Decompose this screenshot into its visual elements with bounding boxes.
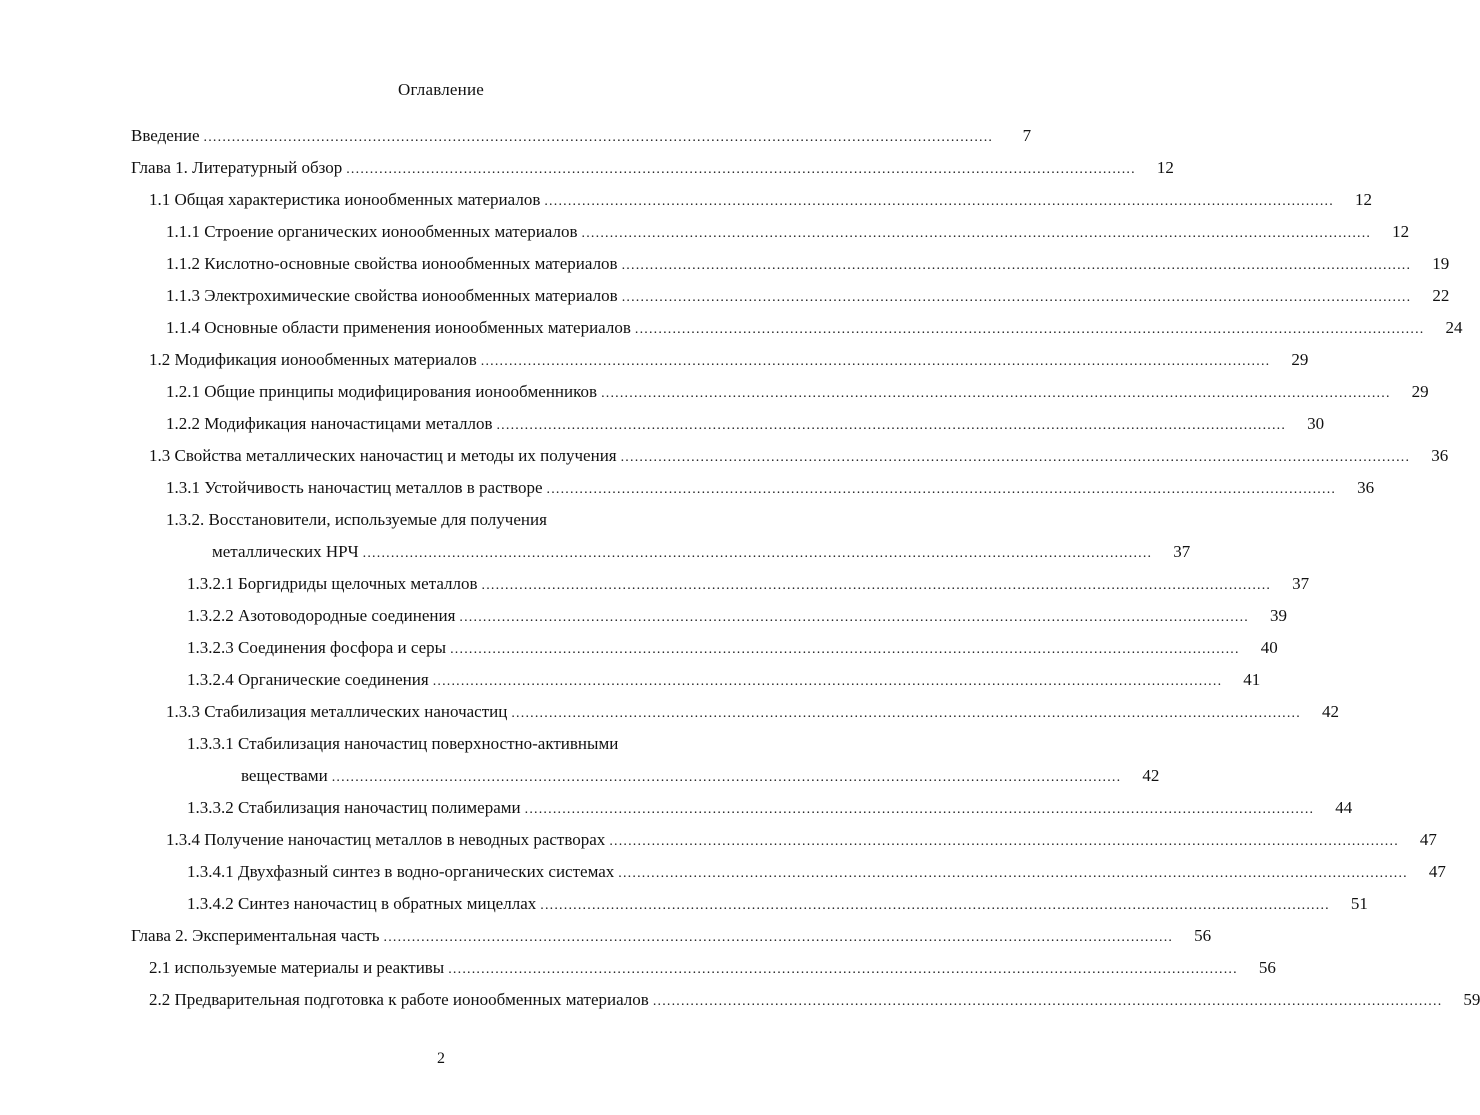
toc-entry-page: 47 [1428, 862, 1446, 881]
toc-leader: ........................................................................................................................................................................ [480, 354, 1271, 369]
toc-entry-label: 1.3.3.1 Стабилизация наночастиц поверхностно-активными [187, 734, 619, 753]
toc-entry-label: 1.3 Свойства металлических наночастиц и методы их получения [149, 446, 617, 465]
toc-entry-label: 1.1.4 Основные области применения ионообменных материалов [166, 318, 631, 337]
toc-leader: ........................................................................................................................................................................ [621, 290, 1412, 305]
toc-entry[interactable] [166, 408, 1325, 440]
toc-entry-page: 40 [1260, 638, 1278, 657]
toc-entry-label: 1.1 Общая характеристика ионообменных материалов [149, 190, 541, 209]
toc-entry-page: 51 [1350, 894, 1368, 913]
toc-entry-label: 1.1.2 Кислотно-основные свойства ионообменных материалов [166, 254, 618, 273]
toc-entry-page: 12 [1354, 190, 1372, 209]
toc-entry[interactable] [187, 856, 1446, 888]
toc-leader: ........................................................................................................................................................................ [546, 482, 1337, 497]
toc-leader: ........................................................................................................................................................................ [511, 706, 1301, 721]
toc-entry-label: 1.2 Модификация ионообменных материалов [149, 350, 477, 369]
toc-entry-page: 29 [1411, 382, 1429, 401]
toc-entry-page: 37 [1292, 574, 1310, 593]
toc-entry-page: 12 [1392, 222, 1410, 241]
toc-entry[interactable] [131, 920, 1212, 952]
toc-entry[interactable] [166, 280, 1450, 312]
toc-leader: ........................................................................................................................................................................ [450, 642, 1240, 657]
toc-entry[interactable] [212, 536, 1191, 568]
toc-entry-label: Глава 1. Литературный обзор [131, 158, 343, 177]
toc-entry[interactable] [131, 120, 1032, 152]
toc-entry[interactable] [187, 888, 1368, 920]
toc-entry[interactable] [166, 216, 1410, 248]
toc-entry-label: 1.3.4.1 Двухфазный синтез в водно-органических системах [187, 862, 615, 881]
toc-entry-page: 7 [1022, 126, 1032, 145]
toc-entry[interactable] [241, 760, 1160, 792]
toc-entry-page: 42 [1142, 766, 1160, 785]
toc-entry-page: 47 [1419, 830, 1437, 849]
toc-entry[interactable] [187, 792, 1353, 824]
toc-entry-label: 1.3.2.3 Соединения фосфора и серы [187, 638, 447, 657]
toc-entry-label: 1.3.4.2 Синтез наночастиц в обратных мицеллах [187, 894, 537, 913]
toc-leader: ........................................................................................................................................................................ [540, 898, 1330, 913]
toc-entry[interactable] [187, 600, 1288, 632]
toc-leader: ........................................................................................................................................................................ [544, 194, 1334, 209]
toc-entry-page: 12 [1156, 158, 1174, 177]
toc-leader: ........................................................................................................................................................................ [621, 258, 1412, 273]
toc-entry-page: 19 [1432, 254, 1450, 273]
toc-entry[interactable] [187, 632, 1278, 664]
toc-entry-label: веществами [241, 766, 328, 785]
toc-entry-label: 1.1.3 Электрохимические свойства ионообменных материалов [166, 286, 618, 305]
toc-entry[interactable] [166, 824, 1437, 856]
toc-entry-page: 24 [1445, 318, 1463, 337]
toc-entry-label: Введение [131, 126, 200, 145]
toc-entry-label: 2.2 Предварительная подготовка к работе ионообменных материалов [149, 990, 649, 1009]
toc-leader: ........................................................................................................................................................................ [652, 994, 1443, 1009]
toc-entry-page: 30 [1307, 414, 1325, 433]
toc-entry[interactable] [149, 344, 1309, 376]
toc-entry-page: 41 [1243, 670, 1261, 689]
toc-entry-label: 1.3.2.1 Боргидриды щелочных металлов [187, 574, 478, 593]
page-title: Оглавление [398, 80, 484, 99]
toc-entry-page: 22 [1432, 286, 1450, 305]
toc-entry-page: 59 [1463, 990, 1480, 1009]
toc-entry[interactable] [187, 568, 1310, 600]
toc-entry-page: 36 [1431, 446, 1449, 465]
toc-leader: ........................................................................................................................................................................ [634, 322, 1425, 337]
page-number: 2 [437, 1050, 445, 1067]
toc-leader: ........................................................................................................................................................................ [620, 450, 1411, 465]
toc-entry-label: 1.2.1 Общие принципы модифицирования ионообменников [166, 382, 598, 401]
toc-leader: ........................................................................................................................................................................ [496, 418, 1287, 433]
toc-entry-label: Глава 2. Экспериментальная часть [131, 926, 380, 945]
toc-leader: ........................................................................................................................................................................ [346, 162, 1136, 177]
toc-leader: ........................................................................................................................................................................ [609, 834, 1399, 849]
toc-leader: ........................................................................................................................................................................ [524, 802, 1315, 817]
toc-entry-label: 1.3.2.2 Азотоводородные соединения [187, 606, 456, 625]
toc-leader: ........................................................................................................................................................................ [362, 546, 1153, 561]
toc-entry[interactable] [166, 312, 1463, 344]
toc-entry[interactable] [131, 152, 1174, 184]
toc-entry-label: 1.3.1 Устойчивость наночастиц металлов в растворе [166, 478, 543, 497]
toc-entry[interactable] [166, 376, 1429, 408]
toc-entry[interactable] [187, 728, 754, 760]
toc-entry-page: 39 [1270, 606, 1288, 625]
toc-entry-label: 1.3.4 Получение наночастиц металлов в неводных растворах [166, 830, 606, 849]
toc-leader: ........................................................................................................................................................................ [432, 674, 1223, 689]
toc-entry[interactable] [166, 248, 1450, 280]
toc-entry[interactable] [166, 504, 754, 536]
toc-entry[interactable] [149, 984, 1480, 1016]
toc-entry[interactable] [166, 696, 1339, 728]
toc-entry-label: 1.2.2 Модификация наночастицами металлов [166, 414, 493, 433]
toc-entry-page: 42 [1321, 702, 1339, 721]
toc-entry-label: 1.3.3 Стабилизация металлических наночастиц [166, 702, 508, 721]
toc-entry[interactable] [149, 184, 1372, 216]
toc-entry-page: 37 [1173, 542, 1191, 561]
toc-entry-label: металлических НРЧ [212, 542, 359, 561]
toc-entry-page: 29 [1291, 350, 1309, 369]
toc-leader: ........................................................................................................................................................................ [601, 386, 1391, 401]
toc-leader: ........................................................................................................................................................................ [203, 130, 994, 145]
toc-entry[interactable] [166, 472, 1375, 504]
toc-entry-label: 1.3.2. Восстановители, используемые для получения [166, 510, 547, 529]
toc-entry-page: 44 [1335, 798, 1353, 817]
toc-entry[interactable] [187, 664, 1261, 696]
toc-entry-label: 2.1 используемые материалы и реактивы [149, 958, 445, 977]
toc-entry[interactable] [149, 440, 1449, 472]
toc-entry-label: 1.3.3.2 Стабилизация наночастиц полимерами [187, 798, 521, 817]
toc-leader: ........................................................................................................................................................................ [448, 962, 1238, 977]
toc-leader: ........................................................................................................................................................................ [459, 610, 1250, 625]
toc-leader: ........................................................................................................................................................................ [383, 930, 1174, 945]
toc-entry-label: 1.3.2.4 Органические соединения [187, 670, 429, 689]
toc-leader: ........................................................................................................................................................................ [481, 578, 1272, 593]
toc-entry[interactable] [149, 952, 1276, 984]
toc-leader: ........................................................................................................................................................................ [581, 226, 1372, 241]
toc-entry-page: 56 [1258, 958, 1276, 977]
toc-entry-label: 1.1.1 Строение органических ионообменных материалов [166, 222, 578, 241]
toc-entry-page: 56 [1194, 926, 1212, 945]
toc-leader: ........................................................................................................................................................................ [618, 866, 1408, 881]
toc-leader: ........................................................................................................................................................................ [331, 770, 1122, 785]
toc-entry-page: 36 [1357, 478, 1375, 497]
